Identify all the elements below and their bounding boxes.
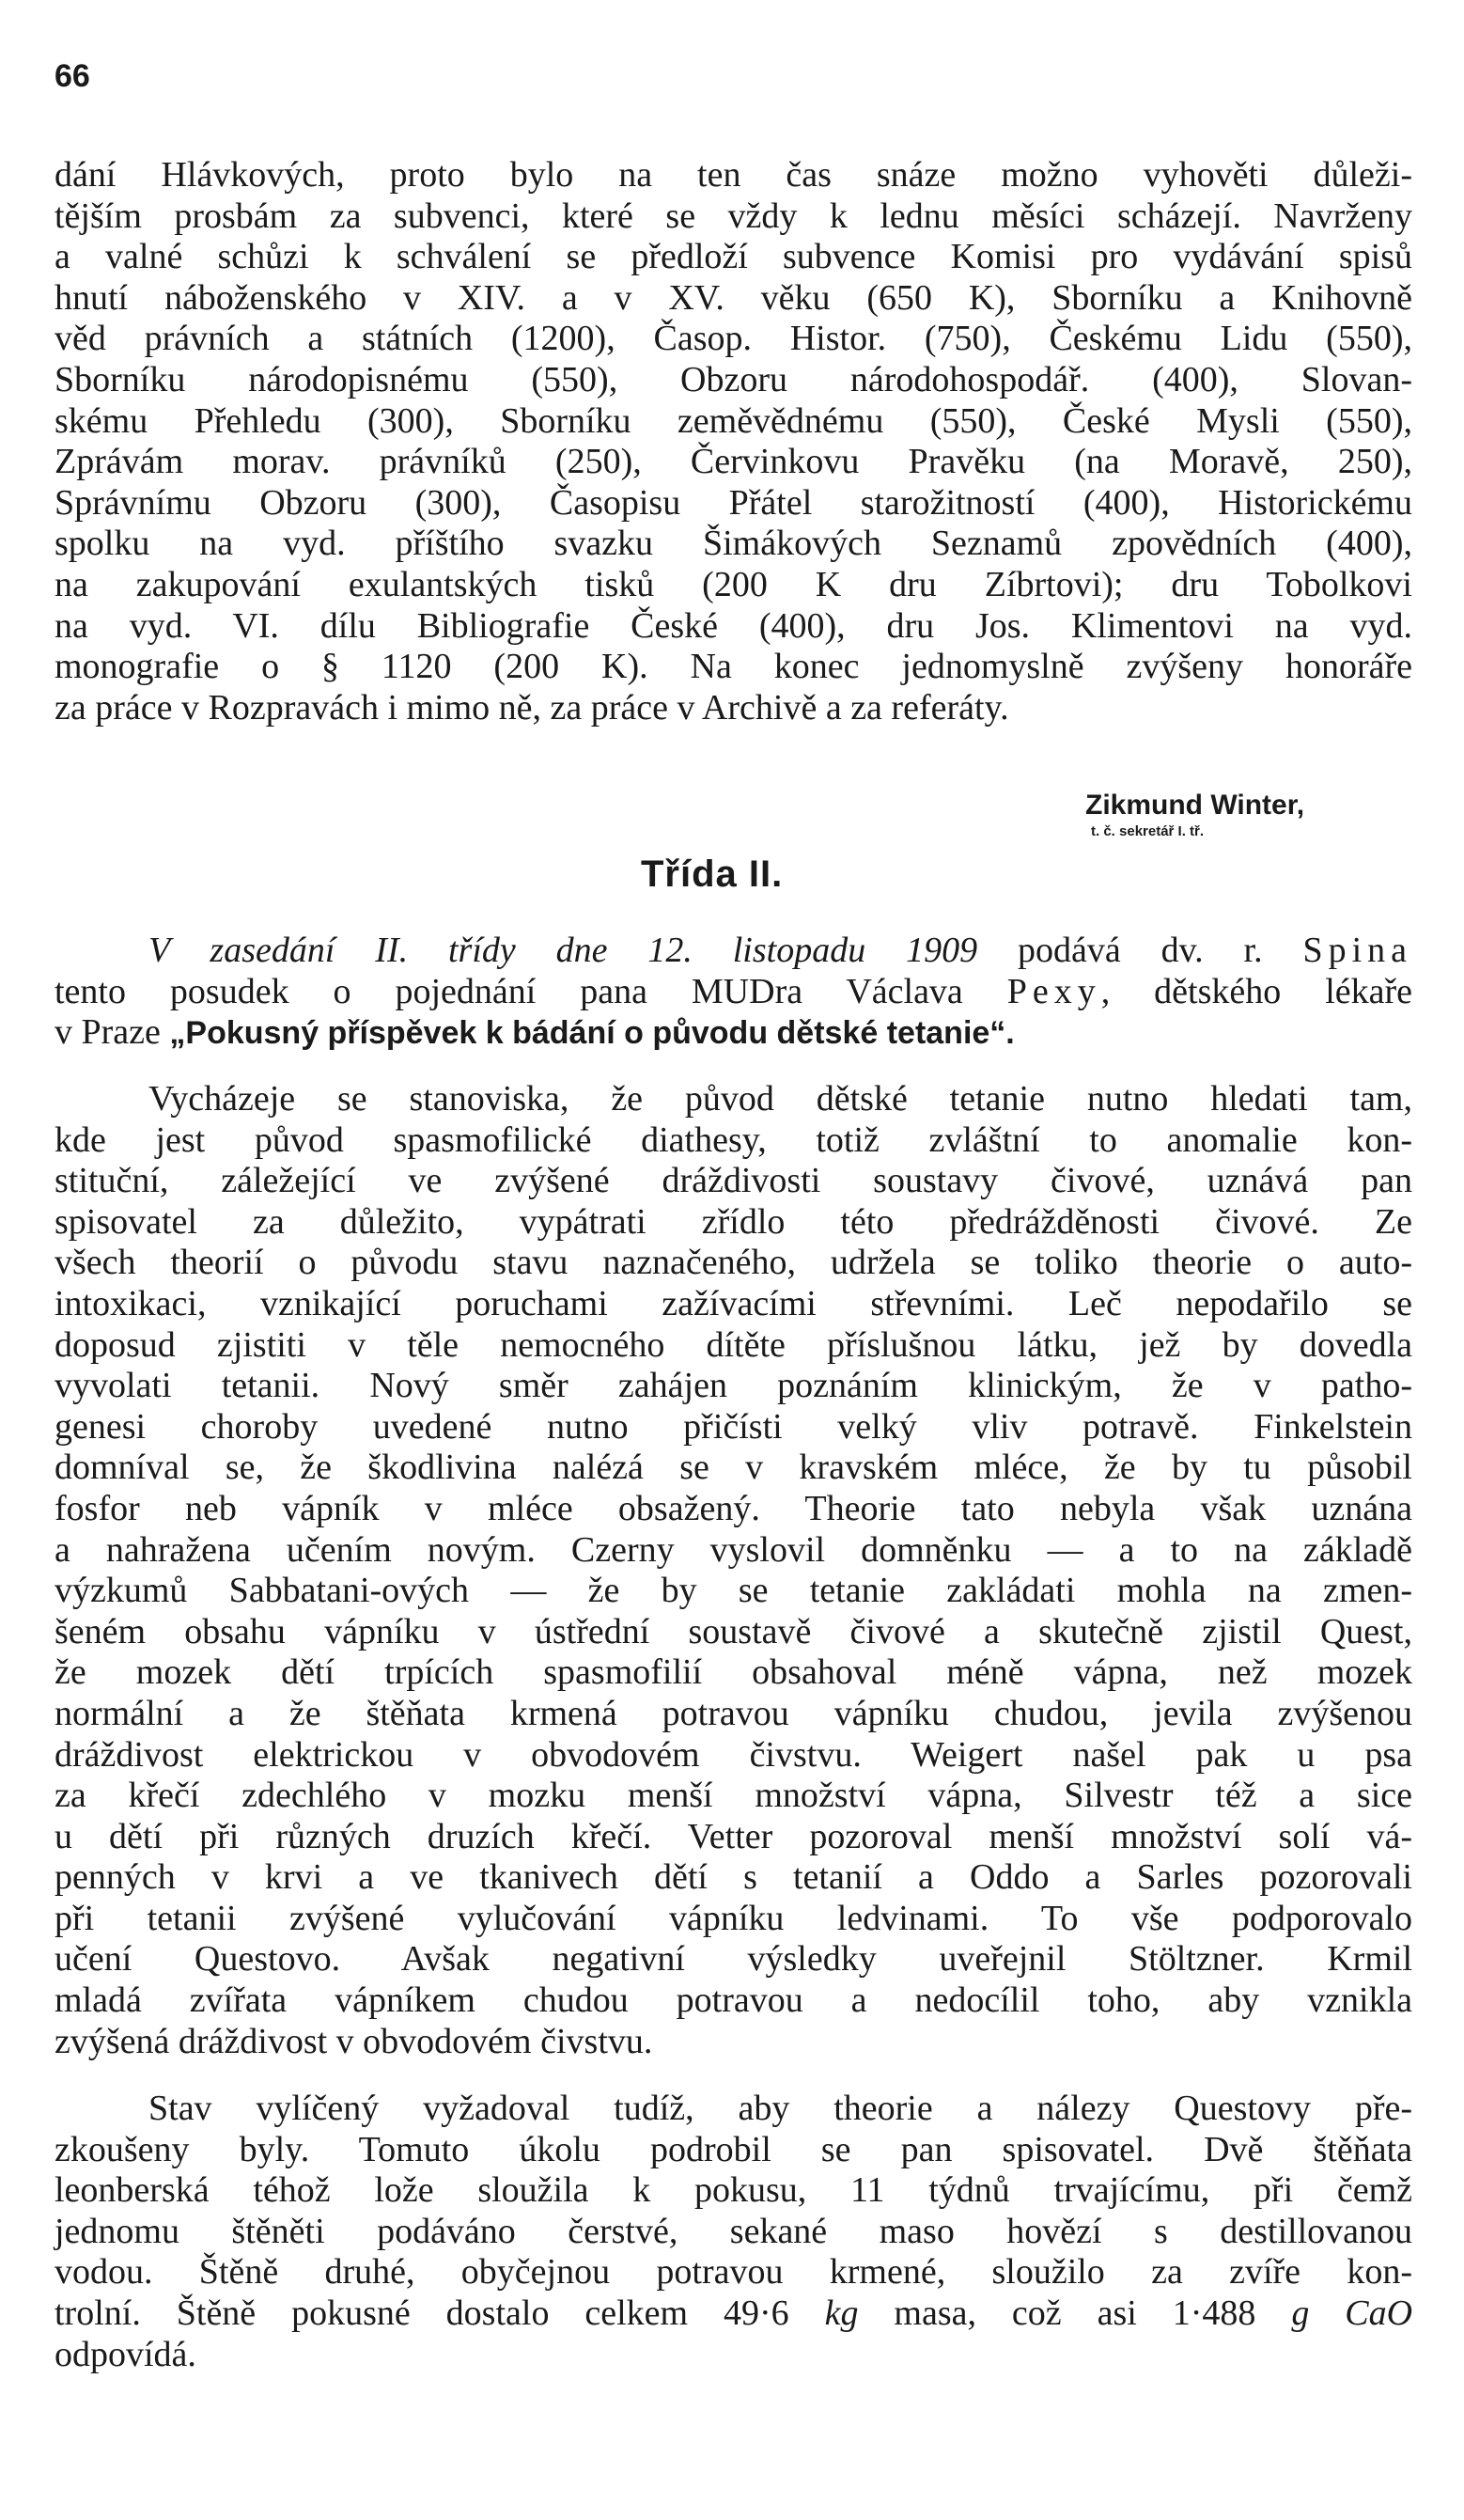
text-line: [55, 2293, 1412, 2335]
paragraph-subsidies: [55, 155, 1412, 728]
text-line: vyvolati tetanii. Nový směr zahájen poznáním klinickým, že v patho-: [55, 1366, 1412, 1406]
text-line: všech theorií o původu stavu naznačeného, udržela se toliko theorie o auto-: [55, 1243, 1412, 1283]
text-line: [55, 1012, 1412, 1055]
paragraph-experiment: [55, 2089, 1412, 2375]
text-run: podává dv. r.: [1017, 931, 1263, 970]
text-line: hnutí náboženského v XIV. a v XV. věku (650 K), Sborníku a Knihovně: [55, 277, 1412, 318]
paragraph-session: [55, 931, 1412, 1055]
text-line: věd právních a státních (1200), Časop. Histor. (750), Českému Lidu (550),: [55, 319, 1412, 359]
text-line: normální a že štěňata krmená potravou vápníku chudou, jevila zvýšenou: [55, 1693, 1412, 1733]
text-line: genesi choroby uvedené nutno přičísti velký vliv potravě. Finkelstein: [55, 1406, 1412, 1447]
text-line: Vycházeje se stanoviska, že původ dětské tetanie nutno hledati tam,: [148, 1079, 1412, 1119]
text-line: odpovídá.: [55, 2334, 196, 2374]
text-line: doposud zjistiti v těle nemocného dítěte příslušnou látku, jež by dovedla: [55, 1324, 1412, 1365]
text-run: masa, což asi 1·488: [894, 2293, 1256, 2333]
text-line: Sborníku národopisnému (550), Obzoru národohospodář. (400), Slovan-: [55, 359, 1412, 399]
text-line: a nahražena učením novým. Czerny vyslovil domněnku — a to na základě: [55, 1529, 1412, 1570]
text-line: při tetanii zvýšené vylučování vápníku ledvinami. To vše podporovalo: [55, 1898, 1412, 1938]
text-line: kde jest původ spasmofilické diathesy, totiž zvláštní to anomalie kon-: [55, 1119, 1412, 1160]
text-line: učení Questovo. Avšak negativní výsledky uveřejnil Stöltzner. Krmil: [55, 1939, 1412, 1980]
text-line: Správnímu Obzoru (300), Časopisu Přátel starožitností (400), Historickému: [55, 482, 1412, 523]
text-line: za křečí zdechlého v mozku menší množství vápna, Silvestr též a sice: [55, 1776, 1412, 1816]
text-line: Zprávám morav. právníků (250), Červinkovu Pravěku (na Moravě, 250),: [55, 442, 1412, 482]
text-line: monografie o § 1120 (200 K). Na konec jednomyslně zvýšeny honoráře: [55, 647, 1412, 687]
text-line: spolku na vyd. příštího svazku Šimákových Seznamů zpovědních (400),: [55, 524, 1412, 564]
text-line: stituční, záležející ve zvýšené dráždivosti soustavy čivové, uznává pan: [55, 1161, 1412, 1201]
text-line: leonberská téhož lože sloužila k pokusu, 11 týdnů trvajícímu, při čemž: [55, 2170, 1412, 2211]
text-line: skému Přehledu (300), Sborníku zeměvědnému (550), České Mysli (550),: [55, 400, 1412, 441]
text-run: , dětského lékaře: [1100, 971, 1413, 1011]
text-line: zkoušeny byly. Tomuto úkolu podrobil se pan spisovatel. Dvě štěňata: [55, 2129, 1412, 2169]
author-name: Pexy: [1006, 971, 1101, 1011]
text-line: za práce v Rozpravách i mimo ně, za práce v Archivě a za referáty.: [55, 687, 1009, 728]
text-run: trolní. Štěně pokusné dostalo celkem 49·6: [55, 2293, 789, 2333]
text-line: domníval se, že škodlivina nalézá se v kravském mléce, že by tu působil: [55, 1448, 1412, 1488]
text-line: výzkumů Sabbatani-ových — že by se tetanie zakládati mohla na zmen-: [55, 1571, 1412, 1611]
text-line: penných v krvi a ve tkanivech dětí s tetanií a Oddo a Sarles pozorovali: [55, 1857, 1412, 1898]
signature-block: [1085, 790, 1367, 839]
text-line: a valné schůzi k schválení se předloží subvence Komisi pro vydávání spisů: [55, 237, 1412, 277]
text-line: dráždivost elektrickou v obvodovém čivstvu. Weigert našel pak u psa: [55, 1734, 1412, 1775]
text-line: na vyd. VI. dílu Bibliografie České (400), dru Jos. Klimentovi na vyd.: [55, 605, 1412, 646]
text-line: dání Hlávkových, proto bylo na ten čas snáze možno vyhověti důleži-: [55, 155, 1412, 195]
unit-g-cao: g CaO: [1291, 2293, 1413, 2333]
signature-name: Zikmund Winter,: [1085, 790, 1305, 821]
text-line: šeném obsahu vápníku v ústřední soustavě čivové a skutečně zjistil Quest,: [55, 1611, 1412, 1651]
text-line: spisovatel za důležito, vypátrati zřídlo této předrážděnosti čivové. Ze: [55, 1201, 1412, 1242]
work-title: „Pokusný příspěvek k bádání o původu dětské tetanie“.: [169, 1015, 1015, 1052]
text-line: tějším prosbám za subvenci, které se vždy k lednu měsíci scházejí. Navrženy: [55, 196, 1412, 236]
text-line: u dětí při různých druzích křečí. Vetter pozoroval menší množství solí vá-: [55, 1816, 1412, 1856]
text-line: [55, 972, 1412, 1013]
text-line: že mozek dětí trpících spasmofilií obsahoval méně vápna, než mozek: [55, 1652, 1412, 1693]
text-run: v Praze: [55, 1012, 161, 1053]
author-name: Spina: [1302, 931, 1413, 970]
text-line: [55, 931, 1412, 972]
page-number: 66: [55, 58, 90, 94]
text-line: mladá zvířata vápníkem chudou potravou a nedocílil toho, aby vznikla: [55, 1980, 1412, 2021]
paragraph-review: [55, 1079, 1412, 2062]
text-line: zvýšená dráždivost v obvodovém čivstvu.: [55, 2021, 653, 2061]
session-date: V zasedání II. třídy dne 12. listopadu 1909: [148, 931, 978, 970]
section-heading: Třída II.: [641, 853, 784, 895]
text-line: jednomu štěněti podáváno čerstvé, sekané maso hovězí s destillovanou: [55, 2211, 1412, 2251]
text-run: tento posudek o pojednání pana MUDra Václava: [55, 971, 963, 1011]
text-line: Stav vylíčený vyžadoval tudíž, aby theorie a nálezy Questovy pře-: [148, 2089, 1412, 2128]
text-line: na zakupování exulantských tisků (200 K dru Zíbrtovi); dru Tobolkovi: [55, 564, 1412, 604]
text-line: fosfor neb vápník v mléce obsažený. Theorie tato nebyla však uznána: [55, 1488, 1412, 1528]
unit-kg: kg: [824, 2293, 859, 2333]
signature-title: t. č. sekretář I. tř.: [1091, 823, 1205, 839]
text-line: intoxikaci, vznikající poruchami zažívacími střevními. Leč nepodařilo se: [55, 1283, 1412, 1323]
text-line: vodou. Štěně druhé, obyčejnou potravou krmené, sloužilo za zvíře kon-: [55, 2252, 1412, 2293]
